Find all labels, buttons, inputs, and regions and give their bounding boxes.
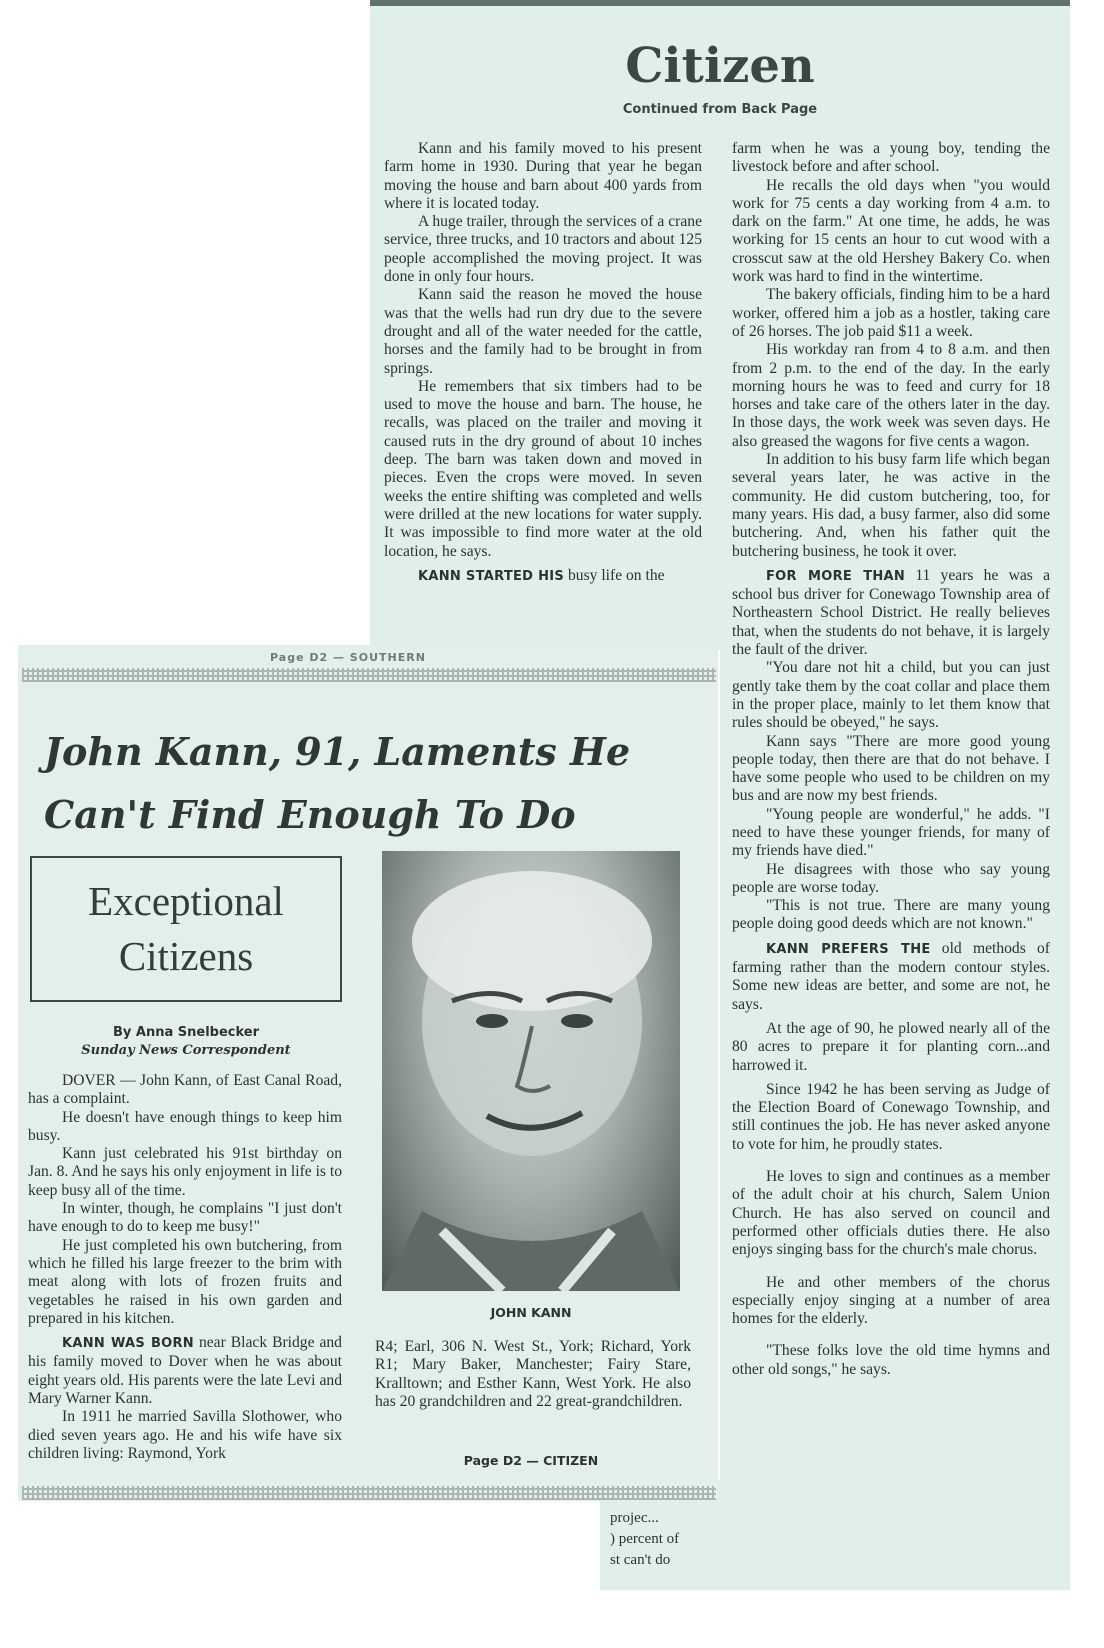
paragraph: Kann says "There are more good young people today, then there are that do not behave. I have some people who used to be children on my bus and are now my best friends.: [732, 732, 1050, 805]
fragment-line: st can't do: [610, 1552, 671, 1568]
headline-line-1: John Kann, 91, Laments He: [44, 729, 631, 774]
paragraph: [732, 940, 1050, 1014]
portrait-photo: [382, 851, 680, 1291]
page-strip-label: Page D2 — SOUTHERN: [270, 651, 426, 664]
section-logo-line-1: Exceptional: [88, 878, 284, 924]
paragraph: He and other members of the chorus especially enjoy singing at a number of area homes for the elderly.: [732, 1273, 1050, 1328]
paragraph: [732, 567, 1050, 659]
clipping-edge: [370, 0, 1070, 6]
fragment-line: ) percent of: [610, 1531, 680, 1547]
paragraph: In 1911 he married Savilla Slothower, who died seven years ago. He and his wife have six children living: Raymond, York: [28, 1408, 342, 1462]
lead-rest: 11 years he was a school bus driver for Conewago Township area of Northeastern School District. He really believes that, when the students do not behave, it is largely the fault of the driver.: [732, 566, 1050, 659]
lead-in: KANN STARTED HIS: [418, 568, 565, 584]
paragraph: Kann just celebrated his 91st birthday on Jan. 8. And he says his only enjoyment in life is to keep busy all of the time.: [28, 1145, 343, 1199]
paragraph: At the age of 90, he plowed nearly all of the 80 acres to prepare it for planting corn...and harrowed it.: [732, 1019, 1050, 1074]
paragraph: [384, 567, 702, 586]
lead-rest: near Black Bridge and his family moved to Dover when he was about eight years old. His parents were the late Levi and Mary Warner Kann.: [28, 1334, 342, 1408]
lead-in: FOR MORE THAN: [766, 568, 906, 584]
photo-caption: JOHN KANN: [490, 1305, 572, 1320]
author-role: Sunday News Correspondent: [81, 1043, 291, 1058]
paragraph: He doesn't have enough things to keep him busy.: [28, 1108, 342, 1144]
paragraph: He remembers that six timbers had to be used to move the house and barn. The house, he recalls, was placed on the trailer and moving it caused ruts in the dry ground of about 10 inches deep. The barn was taken down and moved in pieces. Even the crops were moved. In seven weeks the entire shifting was completed and wells were drilled at the new locations for water supply. It was impossible to find more water at the old location, he says.: [384, 377, 702, 560]
paragraph: Kann said the reason he moved the house was that the wells had run dry due to the severe drought and all of the water needed for the cattle, horses and the family had to be brought in from springs.: [384, 286, 702, 377]
paragraph: DOVER — John Kann, of East Canal Road, has a complaint.: [28, 1072, 342, 1108]
paragraph: Since 1942 he has been serving as Judge of the Election Board of Conewago Township, and still continues the job. He has never asked anyone to vote for him, he proudly states.: [732, 1080, 1050, 1153]
paragraph: He recalls the old days when "you would work for 75 cents a day working from 4 a.m. to dark on the farm." At one time, he adds, he was working for 15 cents an hour to cut wood with a crosscut saw at the old Hershey Bakery Co. when work was hard to find in the wintertime.: [732, 176, 1050, 286]
article-column-c: [28, 1072, 342, 1463]
lead-in: KANN WAS BORN: [62, 1336, 194, 1352]
page-reference: Page D2 — CITIZEN: [463, 1453, 599, 1468]
paragraph: "This is not true. There are many young people doing good deeds which are not known.": [732, 897, 1050, 933]
portrait-illustration: [382, 851, 680, 1291]
article-column-b: [732, 140, 1050, 1379]
paragraph: He just completed his own butchering, from which he filled his large freezer to the brim with meat along with lots of frozen fruits and vegetables he raised in his own garden and prepared in his kitchen.: [28, 1236, 342, 1327]
lead-rest: busy life on the: [564, 566, 665, 584]
paragraph: "You dare not hit a child, but you can just gently take them by the coat collar and place them in the proper place, mainly to let them know that rules should be obeyed," he says.: [732, 659, 1050, 732]
citizen-headline: Citizen: [625, 38, 815, 94]
clipped-fragment: [610, 1508, 720, 1571]
headline-line-2: Can't Find Enough To Do: [44, 792, 576, 837]
paragraph: A huge trailer, through the services of a crane service, three trucks, and 10 tractors and about 125 people accomplished the moving project. It was done in only four hours.: [384, 213, 702, 286]
paragraph: In winter, though, he complains "I just don't have enough to do to keep me busy!": [28, 1200, 342, 1236]
section-logo-line-2: Citizens: [118, 933, 254, 979]
paragraph: His workday ran from 4 to 8 a.m. and then from 2 p.m. to the end of the day. In the early morning hours he was to feed and curry for 18 horses and take care of the others later in the day. In those days, the work week was seven days. He also greased the wagons for five cents a wagon.: [732, 341, 1050, 450]
paragraph: He disagrees with those who say young people are worse today.: [732, 860, 1050, 896]
feature-headline: [44, 720, 684, 846]
continued-subhead: Continued from Back Page: [622, 102, 818, 117]
lead-in: KANN PREFERS THE: [766, 941, 931, 957]
paragraph: He loves to sign and continues as a member of the adult choir at his church, Salem Union Church. He has also served on council and performed other officials duties there. He also enjoys singing bass for the church's male chorus.: [732, 1168, 1050, 1259]
fragment-line: projec...: [610, 1510, 659, 1526]
paragraph: "These folks love the old time hymns and other old songs," he says.: [732, 1342, 1050, 1378]
article-column-a: [384, 140, 702, 586]
paragraph: In addition to his busy farm life which began several years later, he was active in the community. He did custom butchering, too, for many years. His dad, a busy farmer, also did some butchering. And, when his father quit the butchering business, he took it over.: [732, 451, 1050, 560]
paragraph: "Young people are wonderful," he adds. "I need to have these younger friends, for many of my friends have died.": [732, 805, 1050, 860]
lead-rest: old methods of farming rather than the modern contour styles. Some new ideas are better, and some are not, he says.: [732, 939, 1050, 1013]
paragraph: [28, 1334, 342, 1408]
article-column-d: [375, 1338, 691, 1411]
paragraph: Kann and his family moved to his present farm home in 1930. During that year he began moving the house and barn about 400 yards from where it is located today.: [384, 140, 702, 212]
section-logo-box: [30, 856, 342, 1002]
decorative-border-top: [22, 668, 716, 682]
paragraph: The bakery officials, finding him to be a hard worker, offered him a job as a hostler, taking care of 26 horses. The job paid $11 a week.: [732, 286, 1050, 340]
paragraph: R4; Earl, 306 N. West St., York; Richard, York R1; Mary Baker, Manchester; Fairy Stare, Kralltown; and Esther Kann, West York. He also has 20 grandchildren and 22 great-grandchildren.: [375, 1338, 691, 1410]
author-name: By Anna Snelbecker: [112, 1025, 260, 1040]
paragraph: farm when he was a young boy, tending the livestock before and after school.: [732, 140, 1050, 176]
decorative-border-bottom: [22, 1486, 716, 1500]
byline: [30, 1024, 342, 1060]
